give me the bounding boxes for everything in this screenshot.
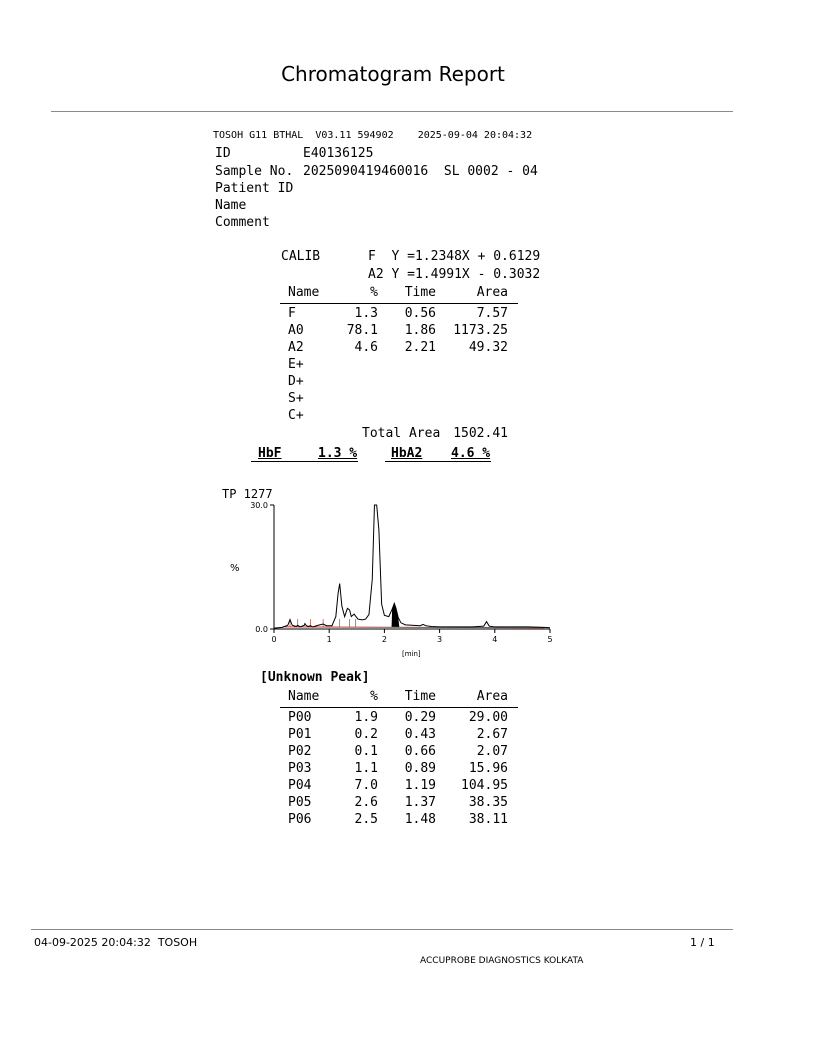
results-row-pct: 4.6 [354, 340, 378, 355]
unknown-row-pct: 2.6 [354, 795, 378, 810]
hbf-underline [251, 461, 358, 462]
unknown-col-time: Time [404, 689, 436, 704]
sample-no-value: 2025090419460016 SL 0002 - 04 [303, 164, 538, 179]
calib-label: CALIB [281, 249, 321, 264]
x-tick-label: 5 [547, 635, 553, 644]
unknown-row-time: 0.43 [404, 727, 436, 742]
results-header-rule [280, 303, 518, 304]
x-tick-label: 0 [271, 635, 277, 644]
y-tick-label: 0.0 [255, 625, 268, 634]
results-row-area: 1173.25 [453, 323, 508, 338]
unknown-row-pct: 7.0 [354, 778, 378, 793]
results-row-name: A0 [288, 323, 304, 338]
results-row-pct: 1.3 [354, 306, 378, 321]
unknown-peak-title: [Unknown Peak] [260, 670, 370, 685]
unknown-row-pct: 1.9 [354, 710, 378, 725]
unknown-row-pct: 0.1 [354, 744, 378, 759]
results-row-area: 7.57 [476, 306, 508, 321]
unknown-row-time: 1.19 [404, 778, 436, 793]
unknown-row-name: P06 [288, 812, 312, 827]
x-tick-label: 3 [437, 635, 443, 644]
results-row-time: 2.21 [404, 340, 436, 355]
y-axis-label: % [230, 563, 240, 574]
unknown-row-pct: 2.5 [354, 812, 378, 827]
results-col-pct: % [370, 285, 378, 300]
results-row-name: E+ [288, 357, 304, 372]
unknown-row-name: P04 [288, 778, 312, 793]
id-label: ID [215, 146, 231, 161]
calib-line-f: F Y =1.2348X + 0.6129 [368, 249, 541, 264]
x-tick-label: 2 [381, 635, 387, 644]
results-row-name: A2 [288, 340, 304, 355]
x-axis-label: [min] [402, 650, 421, 658]
unknown-row-area: 15.96 [468, 761, 508, 776]
x-tick-label: 1 [326, 635, 332, 644]
unknown-row-name: P03 [288, 761, 312, 776]
unknown-row-time: 0.89 [404, 761, 436, 776]
hba2-label: HbA2 [391, 446, 423, 461]
footer-divider [31, 929, 733, 930]
y-tick-label: 30.0 [250, 501, 268, 510]
calib-line-a2: A2 Y =1.4991X - 0.3032 [368, 267, 541, 282]
unknown-row-name: P01 [288, 727, 312, 742]
results-row-name: C+ [288, 408, 304, 423]
name-label: Name [215, 198, 247, 213]
results-table [280, 284, 518, 444]
unknown-row-area: 38.11 [468, 812, 508, 827]
results-row-time: 1.86 [404, 323, 436, 338]
results-row-pct: 78.1 [346, 323, 378, 338]
unknown-row-name: P05 [288, 795, 312, 810]
unknown-header-rule [280, 707, 518, 708]
results-row-name: F [288, 306, 296, 321]
unknown-row-name: P02 [288, 744, 312, 759]
chromatogram-chart [210, 483, 560, 663]
footer-lab-name: ACCUPROBE DIAGNOSTICS KOLKATA [420, 956, 584, 966]
results-row-area: 49.32 [468, 340, 508, 355]
unknown-row-pct: 1.1 [354, 761, 378, 776]
hbf-label: HbF [258, 446, 282, 461]
unknown-row-time: 0.29 [404, 710, 436, 725]
id-value: E40136125 [303, 146, 374, 161]
unknown-col-name: Name [288, 689, 320, 704]
comment-label: Comment [215, 215, 270, 230]
unknown-row-time: 1.37 [404, 795, 436, 810]
x-tick-label: 4 [492, 635, 498, 644]
unknown-row-area: 29.00 [468, 710, 508, 725]
instrument-line: TOSOH G11 BTHAL V03.11 594902 2025-09-04 20:04:32 [213, 130, 533, 141]
results-row-name: D+ [288, 374, 304, 389]
total-area-label: Total Area [362, 426, 441, 441]
unknown-row-pct: 0.2 [354, 727, 378, 742]
hba2-value: 4.6 % [451, 446, 491, 461]
results-row-time: 0.56 [404, 306, 436, 321]
unknown-col-area: Area [476, 689, 508, 704]
total-area-value: 1502.41 [453, 426, 508, 441]
results-row-name: S+ [288, 391, 304, 406]
chromatogram-trace [274, 505, 550, 628]
unknown-row-area: 104.95 [461, 778, 508, 793]
title-divider [51, 111, 733, 112]
unknown-row-area: 2.67 [476, 727, 508, 742]
unknown-col-pct: % [370, 689, 378, 704]
unknown-peak-table [280, 688, 518, 833]
unknown-row-time: 1.48 [404, 812, 436, 827]
results-col-area: Area [476, 285, 508, 300]
sample-no-label: Sample No. [215, 164, 294, 179]
unknown-row-area: 38.35 [468, 795, 508, 810]
unknown-row-name: P00 [288, 710, 312, 725]
footer-datetime: 04-09-2025 20:04:32 TOSOH [34, 936, 198, 949]
hbf-value: 1.3 % [318, 446, 358, 461]
tp-label: TP 1277 [222, 487, 273, 501]
patient-id-label: Patient ID [215, 181, 294, 196]
hba2-underline [385, 461, 491, 462]
report-title: Chromatogram Report [281, 62, 505, 86]
unknown-row-time: 0.66 [404, 744, 436, 759]
footer-page-number: 1 / 1 [690, 936, 715, 949]
results-col-name: Name [288, 285, 320, 300]
unknown-row-area: 2.07 [476, 744, 508, 759]
results-col-time: Time [404, 285, 436, 300]
